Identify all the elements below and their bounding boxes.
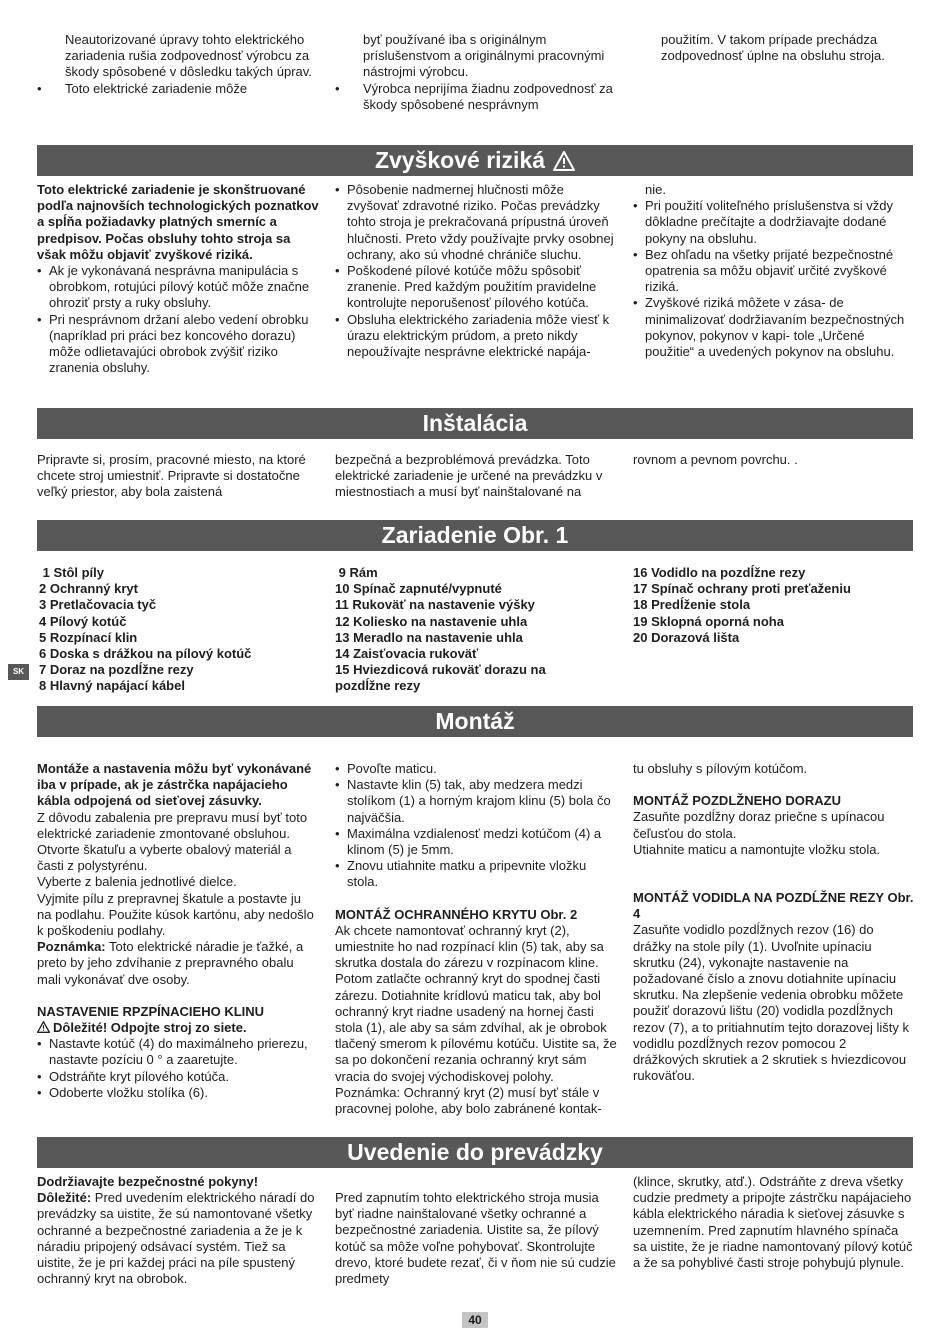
section-title: Uvedenie do prevádzky	[347, 1139, 603, 1165]
part-item: 4 Pílový kotúč	[39, 613, 127, 629]
list-item: • Nastavte kotúč (4) do maximálneho prierezu, nastavte pozíciu 0 ° a zaaretujte.	[37, 1036, 319, 1068]
install-col-2	[335, 452, 617, 501]
install-col-3	[633, 452, 915, 468]
operation-heading: Dodržiavajte bezpečnostné pokyny!	[37, 1174, 259, 1189]
part-item: 6 Doska s drážkou na pílový kotúč	[39, 646, 252, 662]
parts-list-col-3	[633, 565, 915, 646]
section-header-install	[37, 408, 913, 439]
install-text: bezpečná a bezproblémová prevádzka. Toto elektrické zariadenie je určené na prevádzku v miestnostiach a musí byť nainštalované na	[335, 452, 603, 500]
subsection-text: Utiahnite maticu a namontujte vložku stola.	[633, 841, 881, 857]
list-item: • Znovu utiahnite matku a pripevnite vložku stola.	[335, 858, 617, 890]
assembly-col-1	[37, 761, 319, 1101]
part-item: 13 Meradlo na nastavenie uhla	[335, 629, 523, 645]
intro-paragraph: byť používané iba s originálnym príslušenstvom a originálnymi pracovnými nástrojmi výrobcu.	[363, 32, 605, 80]
assembly-paragraph: Otvorte škatuľu a vyberte obalový materiál a časti z polystyrénu.	[37, 842, 292, 874]
intro-col-2	[335, 32, 617, 113]
assembly-paragraph: Z dôvodu zabalenia pre prepravu musí byť toto elektrické zariadenie zmontované obsluhou.	[37, 809, 308, 841]
list-item: • Bez ohľadu na všetky prijaté bezpečnostné opatrenia sa môžu objaviť určité zvyškové riziká.	[633, 247, 915, 296]
warning-text: Dôležité! Odpojte stroj zo siete.	[53, 1020, 247, 1036]
section-title: Inštalácia	[422, 410, 528, 436]
note-text: Toto elektrické náradie je ťažké, a preto by jeho zdvíhanie z prepravného obalu mali vykonávať dve osoby.	[37, 939, 304, 987]
risks-continuation: nie.	[645, 182, 666, 197]
section-header-assembly	[37, 706, 913, 737]
section-header-operation	[37, 1137, 913, 1168]
part-item: 15 Hviezdicová rukoväť dorazu na pozdĺžne rezy	[335, 662, 546, 694]
assembly-note	[37, 939, 319, 988]
note-label: Poznámka:	[37, 939, 106, 955]
intro-paragraph: Neautorizované úpravy tohto elektrického zariadenia rušia zodpovednosť výrobcu za škody spôsobené v dôsledku takých úprav.	[65, 32, 312, 80]
assembly-warning: Montáže a nastavenia môžu byť vykonávané iba v prípade, ak je zástrčka napájacieho kábla odpojená od sieťovej zásuvky.	[37, 761, 312, 809]
intro-paragraph: použitím. V takom prípade prechádza zodpovednosť úplne na obsluhu stroja.	[661, 32, 885, 64]
warning-icon	[37, 1021, 50, 1033]
list-item: • Odstráňte kryt pílového kotúča.	[37, 1069, 319, 1085]
section-header-device	[37, 520, 913, 551]
subsection-title: MONTÁŽ OCHRANNÉHO KRYTU Obr. 2	[335, 906, 578, 922]
risks-col-3	[633, 182, 915, 360]
assembly-col-3	[633, 761, 915, 1084]
risks-intro: Toto elektrické zariadenie je skonštruované podľa najnovších technologických poznatkov a spĺňa požiadavky platných smerníc a predpisov. Počas obsluhy tohto stroja sa však môžu objaviť zvyškové riziká.	[37, 182, 319, 262]
assembly-col-2	[335, 761, 617, 1117]
operation-col-1	[37, 1174, 319, 1287]
subsection-title: NASTAVENIE RPZPÍNACIEHO KLINU	[37, 1003, 265, 1019]
page-number: 40	[462, 1312, 488, 1328]
intro-bullet: • Toto elektrické zariadenie môže	[37, 81, 319, 97]
install-col-1	[37, 452, 319, 501]
list-item: • Poškodené pílové kotúče môžu spôsobiť zranenie. Pred každým použitím pravidelne kontrolujte neporušenosť pílového kotúča.	[335, 263, 617, 312]
part-item: 19 Sklopná oporná noha	[633, 613, 784, 629]
part-item: 7 Doraz na pozdĺžne rezy	[39, 662, 194, 678]
part-item: 8 Hlavný napájací kábel	[39, 678, 185, 694]
install-text: rovnom a pevnom povrchu. .	[633, 452, 798, 467]
operation-text	[37, 1190, 319, 1287]
intro-col-1	[37, 32, 319, 97]
part-item: 2 Ochranný kryt	[39, 581, 138, 597]
section-header-risks	[37, 145, 913, 176]
section-title: Montáž	[435, 708, 515, 734]
assembly-continuation: tu obsluhy s pílovým kotúčom.	[633, 761, 808, 776]
list-item: • Zvyškové riziká môžete v zása- de minimalizovať dodržiavaním bezpečnostných pokynov, pokynov v kapi- tole „Určené použitie“ a uvedených pokynov na obsluhu.	[633, 295, 915, 360]
operation-text: Pred zapnutím tohto elektrického stroja musia byť riadne nainštalované všetky ochranné a bezpečnostné zariadenia. Uistite sa, že pílový kotúč sa môže voľne pohybovať. Skontrolujte drevo, ktoré budete rezať, či v ňom nie sú cudzie predmety	[335, 1190, 616, 1287]
subsection-warning	[37, 1020, 319, 1036]
subsection-title: MONTÁŽ VODIDLA NA POZDĹŽNE REZY Obr. 4	[633, 890, 914, 922]
part-item: 16 Vodidlo na pozdĺžne rezy	[633, 565, 806, 580]
list-item: • Povoľte maticu.	[335, 761, 617, 777]
assembly-paragraph: Vyjmite pílu z prepravnej škatule a postavte ju na podlahu. Použite kúsok kartónu, aby nedošlo k poškodeniu podlahy.	[37, 890, 314, 939]
list-item: • Odoberte vložku stolíka (6).	[37, 1085, 319, 1101]
operation-col-2	[335, 1190, 617, 1287]
part-item: 14 Zaisťovacia rukoväť	[335, 646, 479, 662]
part-item: 5 Rozpínací klin	[39, 629, 138, 645]
assembly-paragraph: Vyberte z balenia jednotlivé dielce.	[37, 874, 237, 890]
subsection-title: MONTÁŽ POZDLŽNEHO DORAZU	[633, 793, 841, 809]
list-item: • Pri použití voliteľného príslušenstva si vždy dôkladne prečítajte a dodržiavajte dodané pokyny na obsluhu.	[633, 198, 915, 247]
intro-bullet: • Výrobca neprijíma žiadnu zodpovednosť za škody spôsobené nesprávnym	[335, 81, 617, 113]
important-label: Dôležité:	[37, 1190, 92, 1206]
operation-col-3	[633, 1174, 915, 1271]
risks-col-1	[37, 182, 319, 376]
operation-text: (klince, skrutky, atď.). Odstráňte z dreva všetky cudzie predmety a pripojte zástrčku napájacieho kábla elektrického náradia k sieťovej zásuvke s uzemnením. Pred zapnutím hlavného spínača sa uistite, že je riadne namontovaný pílový kotúč a že sa pohyblivé časti stroje pohybujú plynule.	[633, 1174, 913, 1271]
subsection-text: Zasuňte pozdĺžny doraz priečne s upínacou čeľusťou do stola.	[633, 809, 885, 841]
part-item: 17 Spínač ochrany proti preťaženiu	[633, 581, 851, 597]
warning-icon	[553, 151, 575, 171]
part-item: 10 Spínač zapnuté/vypnuté	[335, 581, 502, 597]
part-item: 1 Stôl píly	[39, 565, 105, 580]
section-title: Zariadenie Obr. 1	[381, 522, 569, 548]
risks-col-2	[335, 182, 617, 360]
part-item: 11 Rukoväť na nastavenie výšky	[335, 597, 535, 613]
section-title: Zvyškové riziká	[374, 147, 546, 173]
install-text: Pripravte si, prosím, pracovné miesto, na ktoré chcete stroj umiestniť. Pripravte si dostatočne veľký priestor, aby bola zaistená	[37, 452, 306, 500]
parts-list-col-2	[335, 565, 617, 695]
important-text: Pred uvedením elektrického náradí do prevádzky sa uistite, že sú namontované všetky ochranné a bezpečnostné zariadenia a že je k náradiu pripojený odsávací systém. Tiež sa uistite, že je pri každej práci na píle spustený ochranný kryt na obrobok.	[37, 1190, 315, 1287]
list-item: • Maximálna vzdialenosť medzi kotúčom (4) a klinom (5) je 5mm.	[335, 826, 617, 858]
language-tab: SK	[8, 664, 29, 680]
list-item: • Pri nesprávnom držaní alebo vedení obrobku (napríklad pri práci bez koncového dorazu) môže odlietavajúci obrobok zvýšiť riziko zranenia obsluhy.	[37, 312, 319, 377]
list-item: • Pôsobenie nadmernej hlučnosti môže zvyšovať zdravotné riziko. Počas prevádzky tohto stroja je prekračovaná prípustná úroveň hlučnosti. Preto vždy používajte prvky osobnej ochrany, ako sú vhodné chrániče sluchu.	[335, 182, 617, 263]
part-item: 18 Predĺženie stola	[633, 597, 751, 613]
part-item: 3 Pretlačovacia tyč	[39, 597, 157, 613]
parts-list-col-1	[39, 565, 321, 695]
subsection-text: Zasuňte vodidlo pozdĺžnych rezov (16) do drážky na stole píly (1). Uvoľnite upínaciu skrutku (24), vykonajte nastavenie na požadované číslo a znovu dotiahnite upínaciu skrutku. Na zlepšenie vedenia obrobku môžete použiť dorazovú lištu (20) vodidla pozdĺžnych rezov (7), a to pritiahnutím tejto dorazovej lišty k vodidlu pozdĺžnych rezov pomocou 2 drážkových skrutiek a 2 skrutiek s hviezdicovou rukoväťou.	[633, 922, 910, 1084]
list-item: • Obsluha elektrického zariadenia môže viesť k úrazu elektrickým prúdom, a preto nikdy nepoužívajte nesprávne elektrické napája-	[335, 312, 617, 361]
list-item: • Nastavte klin (5) tak, aby medzera medzi stolíkom (1) a horným krajom klinu (5) bola čo najväčšia.	[335, 777, 617, 826]
part-item: 9 Rám	[335, 565, 378, 580]
list-item: • Ak je vykonávaná nesprávna manipulácia s obrobkom, rotujúci pílový kotúč môže značne ohroziť prsty a ruky obsluhy.	[37, 263, 319, 312]
intro-col-3	[633, 32, 915, 64]
part-item: 12 Koliesko na nastavenie uhla	[335, 613, 528, 629]
part-item: 20 Dorazová lišta	[633, 629, 740, 645]
subsection-text: Ak chcete namontovať ochranný kryt (2), umiestnite ho nad rozpínací klin (5) tak, aby sa skrutka dostala do zárezu v rozpínacom kline. Potom zatlačte ochranný kryt do spodnej časti zárezu. Dotiahnite krídlovú maticu tak, aby bol ochranný kryt riadne usadený na hornej časti stola (1), ale aby sa sám zdvíhal, ak je obrobok tlačený smerom k pílovému kotúču. Uistite sa, že sa po dokončení rezania ochranný kryt sám vracia do svojej východiskovej polohy. Poznámka: Ochranný kryt (2) musí byť stále v pracovnej polohe, aby bolo zabránené kontak-	[335, 922, 617, 1117]
